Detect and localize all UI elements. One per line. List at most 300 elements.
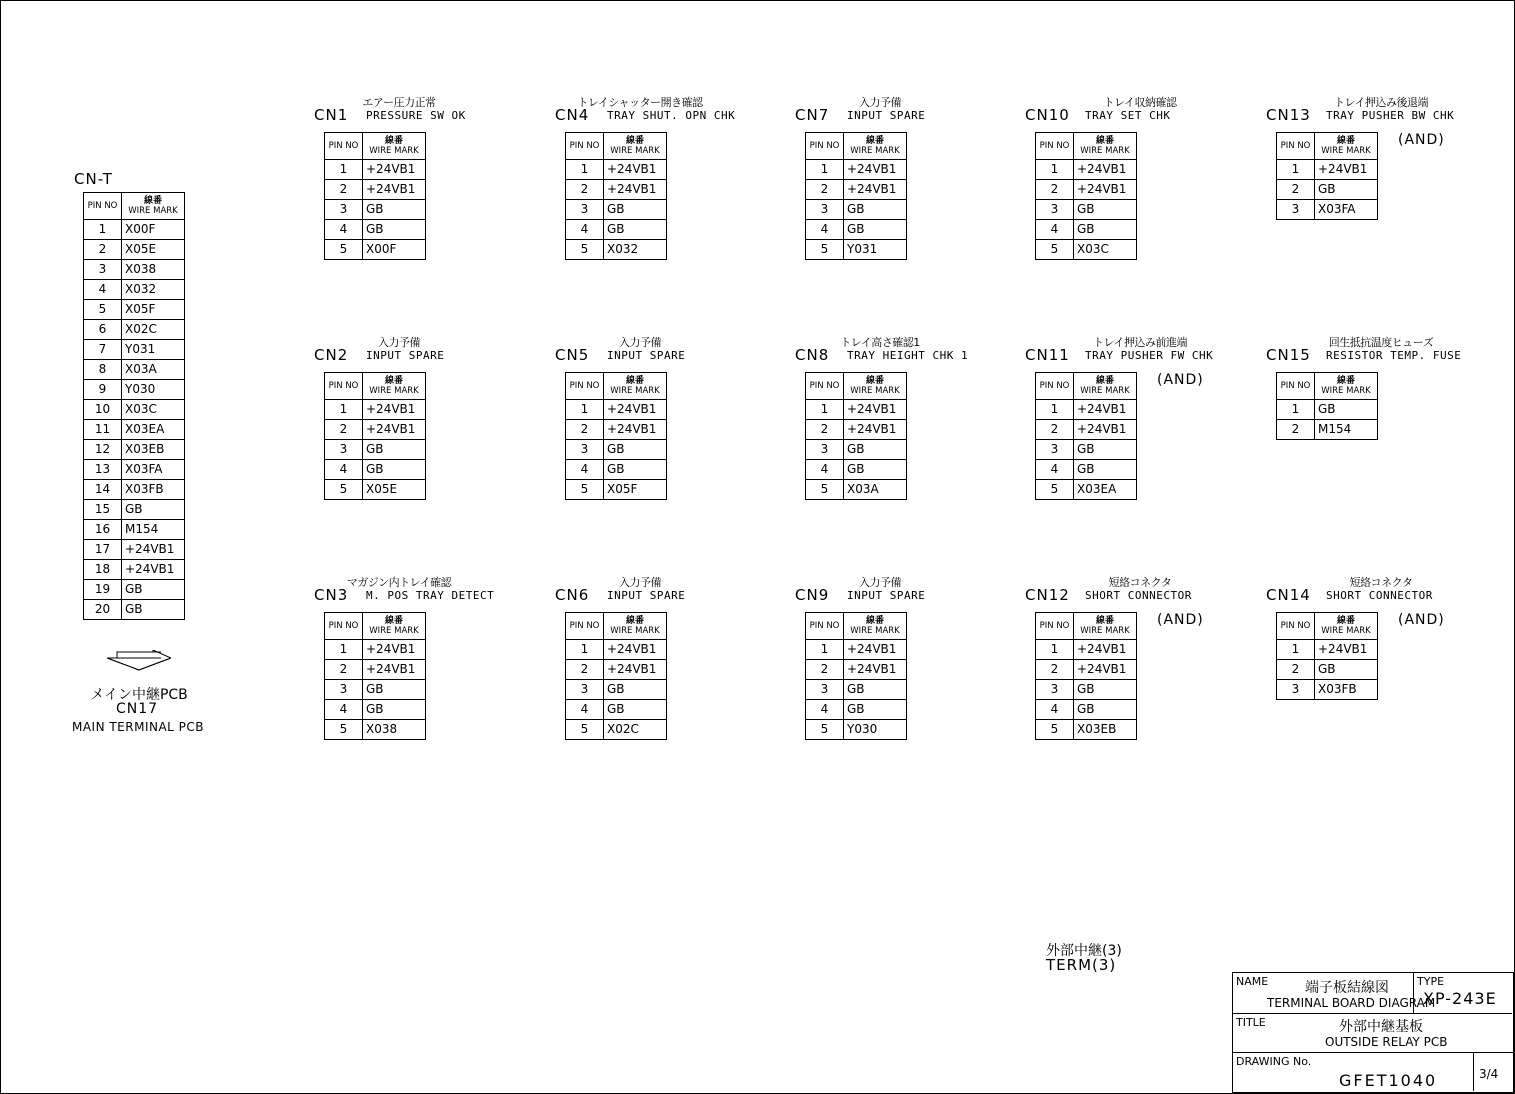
table-row xyxy=(566,660,667,680)
pin-number: 1 xyxy=(806,160,844,180)
table-row xyxy=(566,240,667,260)
wire-mark: +24VB1 xyxy=(844,160,907,180)
wire-mark: M154 xyxy=(122,520,185,540)
connector-jp-label: 入力予備 xyxy=(619,576,661,589)
connector-jp-label: 短絡コネクタ xyxy=(1108,576,1172,589)
pin-number: 3 xyxy=(1036,680,1074,700)
pin-table-header xyxy=(1277,133,1378,160)
wire-mark: +24VB1 xyxy=(604,420,667,440)
table-row xyxy=(1277,660,1378,680)
wire-header: 線番 WIRE MARK xyxy=(844,613,907,640)
connector-cn10 xyxy=(1025,94,1245,254)
wire-mark: GB xyxy=(1074,680,1137,700)
connector-cn8 xyxy=(795,334,1015,494)
connector-cn11 xyxy=(1025,334,1245,494)
dest-en: MAIN TERMINAL PCB xyxy=(71,720,205,734)
pin-header: PIN NO xyxy=(1036,133,1074,160)
cnt-block xyxy=(74,170,224,616)
table-row xyxy=(325,660,426,680)
table-row xyxy=(84,440,185,460)
pin-number: 4 xyxy=(325,220,363,240)
connector-en-label: TRAY PUSHER BW CHK xyxy=(1326,109,1455,122)
pin-number: 1 xyxy=(806,640,844,660)
wire-mark: X03A xyxy=(122,360,185,380)
wire-header: 線番 WIRE MARK xyxy=(604,133,667,160)
pin-header: PIN NO xyxy=(806,133,844,160)
pin-number: 4 xyxy=(1036,700,1074,720)
name-en: TERMINAL BOARD DIAGRAM xyxy=(1267,996,1436,1010)
wire-mark: X02C xyxy=(122,320,185,340)
connector-cn9 xyxy=(795,574,1015,734)
pin-header: PIN NO xyxy=(1277,373,1315,400)
pin-number: 5 xyxy=(325,240,363,260)
pin-number: 3 xyxy=(1036,200,1074,220)
table-row xyxy=(84,320,185,340)
wire-mark: X05F xyxy=(604,480,667,500)
pin-header: PIN NO xyxy=(806,373,844,400)
table-row xyxy=(1036,180,1137,200)
pin-table xyxy=(805,612,907,740)
table-row xyxy=(1277,420,1378,440)
wire-mark: GB xyxy=(122,580,185,600)
and-label: (AND) xyxy=(1157,612,1204,628)
connector-cn3 xyxy=(314,574,534,734)
pin-table-header xyxy=(1277,613,1378,640)
pin-table-header xyxy=(806,373,907,400)
cnt-pin-table xyxy=(83,192,185,620)
pin-table xyxy=(1035,132,1137,260)
pin-header: PIN NO xyxy=(566,613,604,640)
pin-table-header xyxy=(325,133,426,160)
table-row xyxy=(325,440,426,460)
wire-header: 線番 WIRE MARK xyxy=(1074,133,1137,160)
connector-cn6 xyxy=(555,574,775,734)
connector-cn2 xyxy=(314,334,534,494)
pin-table-header xyxy=(325,373,426,400)
pin-number: 1 xyxy=(1277,160,1315,180)
table-row xyxy=(84,600,185,620)
pin-number: 3 xyxy=(806,440,844,460)
table-row xyxy=(84,420,185,440)
pin-number: 4 xyxy=(566,220,604,240)
wire-mark: X03EB xyxy=(122,440,185,460)
table-row xyxy=(1036,240,1137,260)
pin-number: 2 xyxy=(1036,180,1074,200)
connector-en-label: INPUT SPARE xyxy=(366,349,445,362)
pin-table-header xyxy=(566,373,667,400)
pin-number: 2 xyxy=(325,180,363,200)
term-jp: 外部中継(3) xyxy=(1046,943,1122,959)
wire-header: 線番 WIRE MARK xyxy=(1315,373,1378,400)
pin-table-header xyxy=(1036,613,1137,640)
pin-number: 5 xyxy=(1036,480,1074,500)
connector-jp-label: トレイ押込み前進端 xyxy=(1093,336,1187,349)
pin-number: 3 xyxy=(1036,440,1074,460)
connector-en-label: SHORT CONNECTOR xyxy=(1326,589,1433,602)
pin-header: PIN NO xyxy=(566,373,604,400)
pin-number: 2 xyxy=(1036,660,1074,680)
pin-number: 2 xyxy=(806,420,844,440)
connector-jp-label: 短絡コネクタ xyxy=(1349,576,1413,589)
wire-mark: X03EA xyxy=(122,420,185,440)
wire-mark: +24VB1 xyxy=(363,400,426,420)
connector-id: CN3 xyxy=(314,586,349,604)
table-row xyxy=(84,460,185,480)
wire-mark: GB xyxy=(604,220,667,240)
table-row xyxy=(84,380,185,400)
pin-number: 19 xyxy=(84,580,122,600)
connector-id: CN1 xyxy=(314,106,349,124)
connector-cn7 xyxy=(795,94,1015,254)
connector-cn4 xyxy=(555,94,775,254)
wire-mark: +24VB1 xyxy=(604,640,667,660)
pin-number: 1 xyxy=(806,400,844,420)
connector-id: CN8 xyxy=(795,346,830,364)
connector-en-label: SHORT CONNECTOR xyxy=(1085,589,1192,602)
pin-number: 3 xyxy=(325,680,363,700)
table-row xyxy=(1277,160,1378,180)
wire-mark: GB xyxy=(122,600,185,620)
pin-table-header xyxy=(806,613,907,640)
pin-number: 14 xyxy=(84,480,122,500)
table-row xyxy=(325,240,426,260)
wire-mark: GB xyxy=(363,220,426,240)
wire-header: 線番 WIRE MARK xyxy=(363,613,426,640)
wire-mark: GB xyxy=(604,200,667,220)
pin-header: PIN NO xyxy=(84,193,122,220)
connector-id: CN10 xyxy=(1025,106,1070,124)
table-row xyxy=(1036,680,1137,700)
wire-mark: +24VB1 xyxy=(604,400,667,420)
pin-number: 4 xyxy=(806,700,844,720)
and-label: (AND) xyxy=(1398,612,1445,628)
pin-number: 2 xyxy=(806,180,844,200)
connector-jp-label: エアー圧力正常 xyxy=(362,96,436,109)
wire-mark: +24VB1 xyxy=(604,160,667,180)
wire-mark: +24VB1 xyxy=(363,660,426,680)
table-row xyxy=(566,200,667,220)
pin-number: 1 xyxy=(84,220,122,240)
connector-jp-label: トレイ押込み後退端 xyxy=(1334,96,1428,109)
table-row xyxy=(84,360,185,380)
table-row xyxy=(84,500,185,520)
wire-mark: X03FB xyxy=(1315,680,1378,700)
table-row xyxy=(84,220,185,240)
pin-number: 12 xyxy=(84,440,122,460)
title-jp: 外部中継基板 xyxy=(1339,1019,1423,1035)
connector-cn1 xyxy=(314,94,534,254)
pin-table-header xyxy=(1036,133,1137,160)
name-label: NAME xyxy=(1236,975,1269,988)
pin-table xyxy=(565,612,667,740)
wire-header: 線番 WIRE MARK xyxy=(1315,613,1378,640)
pin-number: 4 xyxy=(566,700,604,720)
pin-header: PIN NO xyxy=(1036,373,1074,400)
wire-mark: GB xyxy=(122,500,185,520)
wire-mark: M154 xyxy=(1315,420,1378,440)
pin-number: 3 xyxy=(325,440,363,460)
wire-mark: +24VB1 xyxy=(844,420,907,440)
wire-mark: X03FA xyxy=(122,460,185,480)
wire-header: 線番 WIRE MARK xyxy=(363,133,426,160)
wire-mark: GB xyxy=(844,220,907,240)
table-row xyxy=(325,420,426,440)
pin-number: 2 xyxy=(1036,420,1074,440)
pin-number: 15 xyxy=(84,500,122,520)
table-row xyxy=(806,240,907,260)
wire-mark: GB xyxy=(1315,180,1378,200)
pin-number: 3 xyxy=(1277,200,1315,220)
table-row xyxy=(84,240,185,260)
pin-table-header xyxy=(84,193,185,220)
table-row xyxy=(1036,640,1137,660)
pin-number: 2 xyxy=(1277,420,1315,440)
table-row xyxy=(1277,680,1378,700)
connector-cn12 xyxy=(1025,574,1245,734)
wire-mark: GB xyxy=(1315,660,1378,680)
pin-number: 5 xyxy=(325,720,363,740)
wire-header: 線番 WIRE MARK xyxy=(122,193,185,220)
wire-mark: GB xyxy=(1074,700,1137,720)
wire-mark: GB xyxy=(844,700,907,720)
pin-number: 5 xyxy=(806,720,844,740)
wire-mark: +24VB1 xyxy=(363,640,426,660)
table-row xyxy=(1277,640,1378,660)
wire-mark: GB xyxy=(604,680,667,700)
wire-mark: +24VB1 xyxy=(1074,180,1137,200)
pin-number: 2 xyxy=(566,180,604,200)
connector-en-label: TRAY SHUT. OPN CHK xyxy=(607,109,736,122)
pin-table xyxy=(805,372,907,500)
connector-cn14 xyxy=(1266,574,1486,734)
table-row xyxy=(566,440,667,460)
table-row xyxy=(566,640,667,660)
table-row xyxy=(84,280,185,300)
and-label: (AND) xyxy=(1157,372,1204,388)
pin-number: 3 xyxy=(806,680,844,700)
wire-mark: GB xyxy=(363,700,426,720)
table-row xyxy=(806,720,907,740)
pin-table xyxy=(1276,372,1378,440)
pin-header: PIN NO xyxy=(325,613,363,640)
table-row xyxy=(806,220,907,240)
connector-jp-label: 入力予備 xyxy=(619,336,661,349)
wire-mark: X032 xyxy=(122,280,185,300)
wire-mark: Y031 xyxy=(122,340,185,360)
pin-number: 1 xyxy=(566,640,604,660)
wire-mark: GB xyxy=(844,460,907,480)
cnt-id: CN-T xyxy=(74,170,113,188)
wire-mark: +24VB1 xyxy=(363,180,426,200)
connector-en-label: TRAY PUSHER FW CHK xyxy=(1085,349,1214,362)
pin-table xyxy=(565,132,667,260)
wire-mark: +24VB1 xyxy=(604,180,667,200)
table-row xyxy=(325,200,426,220)
pin-table xyxy=(1035,372,1137,500)
connector-jp-label: トレイ収納確認 xyxy=(1103,96,1177,109)
wire-mark: +24VB1 xyxy=(844,180,907,200)
pin-number: 2 xyxy=(566,660,604,680)
drawing-value: GFET1040 xyxy=(1339,1071,1438,1090)
table-row xyxy=(84,560,185,580)
connector-cn13 xyxy=(1266,94,1486,254)
wire-header: 線番 WIRE MARK xyxy=(844,133,907,160)
connector-id: CN6 xyxy=(555,586,590,604)
table-row xyxy=(566,400,667,420)
wire-mark: GB xyxy=(604,460,667,480)
wire-mark: Y031 xyxy=(844,240,907,260)
wire-mark: GB xyxy=(1074,200,1137,220)
pin-number: 1 xyxy=(1036,640,1074,660)
sheet-number: 3/4 xyxy=(1479,1067,1499,1081)
drawing-label: DRAWING No. xyxy=(1236,1055,1312,1068)
wire-mark: Y030 xyxy=(122,380,185,400)
table-row xyxy=(1036,220,1137,240)
pin-number: 5 xyxy=(325,480,363,500)
wire-mark: GB xyxy=(1074,460,1137,480)
table-row xyxy=(1036,440,1137,460)
pin-table-header xyxy=(1036,373,1137,400)
pin-table xyxy=(324,372,426,500)
table-row xyxy=(325,220,426,240)
pin-header: PIN NO xyxy=(325,373,363,400)
wire-mark: X03C xyxy=(122,400,185,420)
table-row xyxy=(1277,400,1378,420)
pin-table xyxy=(1276,612,1378,700)
connector-en-label: PRESSURE SW OK xyxy=(366,109,466,122)
pin-number: 2 xyxy=(1277,180,1315,200)
table-row xyxy=(325,640,426,660)
pin-number: 2 xyxy=(84,240,122,260)
wire-mark: X038 xyxy=(122,260,185,280)
wire-mark: X03EA xyxy=(1074,480,1137,500)
pin-number: 4 xyxy=(325,460,363,480)
wire-mark: GB xyxy=(363,680,426,700)
type-value: XP-243E xyxy=(1423,989,1497,1008)
wire-mark: +24VB1 xyxy=(122,560,185,580)
wire-mark: X03C xyxy=(1074,240,1137,260)
table-row xyxy=(84,540,185,560)
wire-mark: +24VB1 xyxy=(1074,160,1137,180)
connector-id: CN14 xyxy=(1266,586,1311,604)
title-en: OUTSIDE RELAY PCB xyxy=(1325,1035,1448,1049)
wire-mark: X02C xyxy=(604,720,667,740)
pin-number: 4 xyxy=(325,700,363,720)
type-label: TYPE xyxy=(1417,975,1445,988)
connector-id: CN7 xyxy=(795,106,830,124)
table-row xyxy=(806,700,907,720)
table-row xyxy=(1036,160,1137,180)
wire-mark: X03EB xyxy=(1074,720,1137,740)
wire-mark: X03FA xyxy=(1315,200,1378,220)
wire-mark: +24VB1 xyxy=(363,420,426,440)
pin-number: 1 xyxy=(325,400,363,420)
table-row xyxy=(806,460,907,480)
pin-number: 5 xyxy=(566,240,604,260)
table-row xyxy=(1277,180,1378,200)
pin-number: 10 xyxy=(84,400,122,420)
table-row xyxy=(806,160,907,180)
wire-mark: GB xyxy=(844,680,907,700)
table-row xyxy=(566,700,667,720)
table-row xyxy=(325,160,426,180)
pin-number: 16 xyxy=(84,520,122,540)
table-row xyxy=(1036,700,1137,720)
connector-en-label: TRAY SET CHK xyxy=(1085,109,1171,122)
table-row xyxy=(325,700,426,720)
pin-number: 3 xyxy=(1277,680,1315,700)
pin-number: 3 xyxy=(806,200,844,220)
pin-number: 11 xyxy=(84,420,122,440)
pin-table-header xyxy=(325,613,426,640)
pin-number: 4 xyxy=(84,280,122,300)
pin-table xyxy=(324,132,426,260)
pin-number: 2 xyxy=(806,660,844,680)
wire-header: 線番 WIRE MARK xyxy=(1074,613,1137,640)
pin-table xyxy=(805,132,907,260)
connector-en-label: INPUT SPARE xyxy=(607,349,686,362)
wire-mark: GB xyxy=(1074,440,1137,460)
pin-number: 5 xyxy=(84,300,122,320)
table-row xyxy=(84,340,185,360)
wire-mark: GB xyxy=(363,460,426,480)
pin-number: 7 xyxy=(84,340,122,360)
pin-table xyxy=(1035,612,1137,740)
table-row xyxy=(84,520,185,540)
pin-table xyxy=(324,612,426,740)
table-row xyxy=(566,180,667,200)
table-row xyxy=(806,200,907,220)
wire-mark: GB xyxy=(604,440,667,460)
pin-number: 1 xyxy=(325,640,363,660)
pin-number: 5 xyxy=(566,720,604,740)
table-row xyxy=(566,720,667,740)
title-label: TITLE xyxy=(1236,1016,1266,1029)
title-block xyxy=(1232,972,1514,1093)
pin-number: 3 xyxy=(566,200,604,220)
wire-header: 線番 WIRE MARK xyxy=(1315,133,1378,160)
connector-id: CN12 xyxy=(1025,586,1070,604)
and-label: (AND) xyxy=(1398,132,1445,148)
connector-jp-label: トレイ高さ確認1 xyxy=(840,336,920,349)
pin-number: 17 xyxy=(84,540,122,560)
pin-number: 3 xyxy=(84,260,122,280)
pin-number: 13 xyxy=(84,460,122,480)
wire-mark: +24VB1 xyxy=(844,640,907,660)
table-row xyxy=(84,260,185,280)
table-row xyxy=(325,480,426,500)
pin-number: 8 xyxy=(84,360,122,380)
connector-id: CN13 xyxy=(1266,106,1311,124)
pin-number: 1 xyxy=(566,160,604,180)
dest-cn: CN17 xyxy=(115,701,159,717)
connector-en-label: RESISTOR TEMP. FUSE xyxy=(1326,349,1462,362)
dest-jp: メイン中継PCB xyxy=(90,687,188,703)
term-en: TERM(3) xyxy=(1046,956,1117,974)
connector-jp-label: マガジン内トレイ確認 xyxy=(346,576,452,589)
pin-number: 5 xyxy=(806,240,844,260)
pin-number: 5 xyxy=(806,480,844,500)
pin-number: 1 xyxy=(1277,640,1315,660)
table-row xyxy=(806,420,907,440)
pin-number: 2 xyxy=(325,420,363,440)
connector-jp-label: 入力予備 xyxy=(378,336,420,349)
wire-mark: +24VB1 xyxy=(1074,640,1137,660)
table-row xyxy=(325,400,426,420)
connector-id: CN9 xyxy=(795,586,830,604)
wire-mark: +24VB1 xyxy=(1074,400,1137,420)
table-row xyxy=(1277,200,1378,220)
